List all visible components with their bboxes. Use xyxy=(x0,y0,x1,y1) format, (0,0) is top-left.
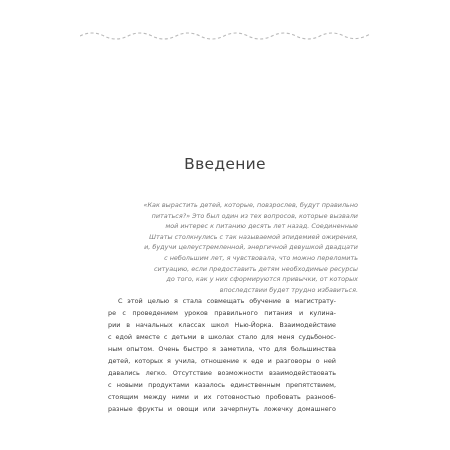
body-paragraph xyxy=(108,295,336,415)
epigraph-line: до того, как у них сформируются привычки, от которых xyxy=(166,275,358,284)
decorative-wave-divider xyxy=(80,28,370,40)
body-line: ре с проведением уроков правильного питания и кулина- xyxy=(108,309,336,318)
body-line: С этой целью я стала совмещать обучение в магистрату- xyxy=(118,297,336,305)
body-line: ным опытом. Очень быстро я заметила, что для большинства xyxy=(108,345,336,354)
epigraph-line: с небольшим лет, я чувствовала, что можно переломить xyxy=(164,253,358,262)
body-line: разные фрукты и овощи или зачерпнуть ложечку домашнего xyxy=(108,405,336,414)
body-line: с едой вместе с детьми в школах стало для меня судьбонос- xyxy=(108,333,336,342)
epigraph-line: мой интерес к питанию десять лет назад. Соединенные xyxy=(165,222,358,231)
epigraph-line: питаться?» Это был один из тех вопросов, которые вызвали xyxy=(151,211,358,220)
body-line: с новыми продуктами казалось единственным препятствием, xyxy=(108,381,336,390)
epigraph xyxy=(108,200,358,295)
epigraph-line: впоследствии будет трудно избавиться. xyxy=(219,285,358,294)
body-line: детей, которых я учила, отношение к еде и разговоры о ней xyxy=(108,357,336,366)
body-line: стоящим между ними и их готовностью пробовать разноо6- xyxy=(108,393,336,402)
epigraph-line: «Как вырастить детей, которые, повзрослев, будут правильно xyxy=(143,201,358,209)
epigraph-line: ситуацию, если предоставить детям необходимые ресурсы xyxy=(153,264,358,273)
body-line: давались легко. Отсутствие возможности взаимодействовать xyxy=(108,369,336,378)
epigraph-line: Штаты столкнулись с так называемой эпидемией ожирения, xyxy=(149,232,358,241)
body-line: рии в начальных классах школ Нью-Йорка. Взаимодействие xyxy=(108,321,336,330)
chapter-title: Введение xyxy=(184,155,266,173)
epigraph-line: и, будучи целеустремленной, энергичной девушкой двадцати xyxy=(144,243,358,252)
